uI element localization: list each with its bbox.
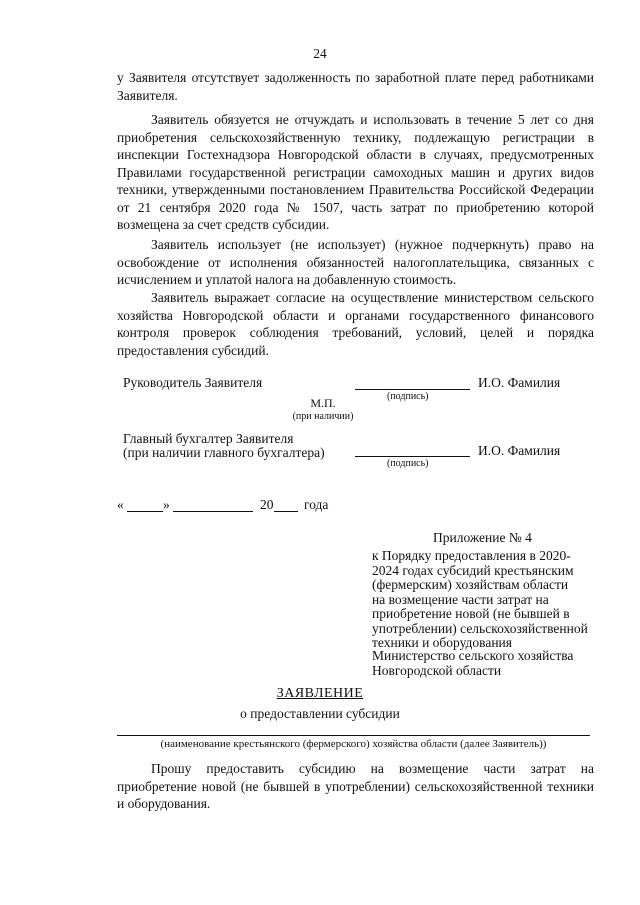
appendix-line: техники и оборудования xyxy=(372,635,512,650)
paragraph-obligation: Заявитель обязуется не отчуждать и использовать в течение 5 лет со дня приобретения сельскохозяйственную технику, подлежащую регистрации в инспекции Гостехнадзора Новгородской области в случаях, предусмотренных Правилами государственной регистрации самоходных машин и других видов техники, утвержденными постановлением Правительства Российской Федерации от 21 сентября 2020 года № 1507, часть затрат по приобретению которой возмещена за счет средств субсидии. xyxy=(117,112,594,232)
applicant-name-hint: (наименование крестьянского (фермерского) хозяйства области (далее Заявитель)) xyxy=(160,738,547,750)
date-year-prefix: 20 xyxy=(260,497,274,512)
appendix-line: (фермерским) хозяйствам области xyxy=(372,577,569,592)
paragraph-request: Прошу предоставить субсидию на возмещение части затрат на приобретение новой (не бывшей в употреблении) сельскохозяйственной техники и оборудования. xyxy=(117,761,594,811)
addressee xyxy=(372,649,600,678)
head-signature-line xyxy=(355,389,470,390)
stamp-hint: (при наличии) xyxy=(292,411,354,422)
paragraph-no-debt: у Заявителя отсутствует задолженность по заработной плате перед работниками Заявителя. xyxy=(117,70,594,103)
appendix-title: Приложение № 4 xyxy=(433,530,532,545)
appendix-line: на возмещение части затрат на xyxy=(372,591,549,607)
application-subtitle: о предоставлении субсидии xyxy=(240,706,400,721)
applicant-name-line xyxy=(117,735,590,736)
date-month-line xyxy=(173,511,253,512)
accountant-signature-line xyxy=(355,456,470,457)
accountant-name: И.О. Фамилия xyxy=(478,443,561,458)
head-label: Руководитель Заявителя xyxy=(123,375,263,390)
paragraph-vat: Заявитель использует (не использует) (нужное подчеркнуть) право на освобождение от исполнения обязанностей налогоплательщика, связанных с исчислением и уплатой налога на добавленную стоимость. xyxy=(117,237,594,287)
accountant-label xyxy=(123,432,325,460)
date-close-quote: » xyxy=(163,497,170,512)
date-year-suffix: года xyxy=(304,497,329,512)
appendix-line: 2024 годах субсидий крестьянским xyxy=(372,562,574,578)
accountant-label-line-1: Главный бухгалтер Заявителя xyxy=(123,431,294,446)
page-number: 24 xyxy=(313,46,327,61)
stamp-label: М.П. xyxy=(310,396,336,410)
paragraph-consent: Заявитель выражает согласие на осуществление министерством сельского хозяйства Новгородской области и органами государственного финансового контроля проверок соблюдения требований, условий, целей и порядка предоставления субсидий. xyxy=(117,290,594,358)
accountant-label-line-2: (при наличии главного бухгалтера) xyxy=(123,445,325,460)
addressee-line-2: Новгородской области xyxy=(372,662,502,678)
date-year-line xyxy=(274,511,298,512)
head-signature-hint: (подпись) xyxy=(387,391,429,402)
head-name: И.О. Фамилия xyxy=(478,375,561,390)
date-open-quote: « xyxy=(117,497,124,512)
appendix-reference xyxy=(372,549,600,651)
appendix-line: приобретение новой (не бывшей в xyxy=(372,606,570,621)
application-title: ЗАЯВЛЕНИЕ xyxy=(276,686,364,701)
accountant-signature-hint: (подпись) xyxy=(387,458,429,469)
appendix-line: к Порядку предоставления в 2020- xyxy=(372,548,571,563)
addressee-line-1: Министерство сельского хозяйства xyxy=(372,648,574,663)
appendix-line: употреблении) сельскохозяйственной xyxy=(372,620,588,636)
date-day-line xyxy=(127,511,163,512)
